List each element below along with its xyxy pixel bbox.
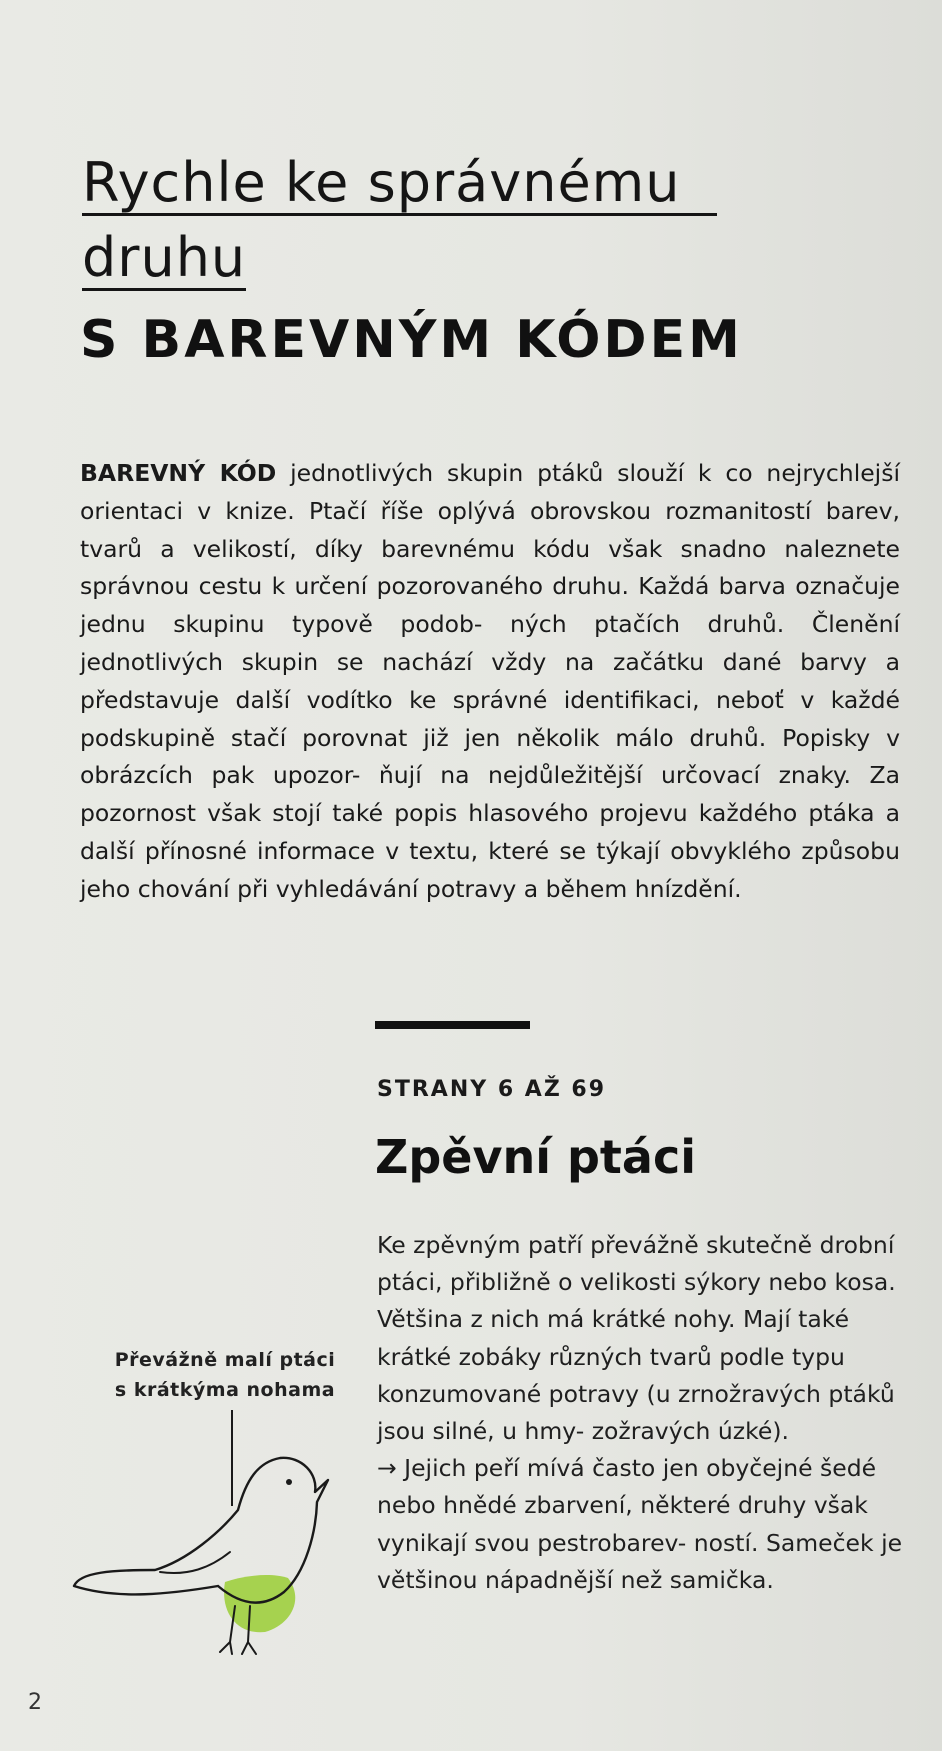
- page-subtitle: S BAREVNÝM KÓDEM: [80, 310, 743, 370]
- caption-line-2: s krátkýma nohama: [114, 1379, 336, 1401]
- intro-lead: BAREVNÝ KÓD: [80, 459, 277, 487]
- section-heading: Zpěvní ptáci: [375, 1130, 696, 1184]
- page-title: [82, 148, 862, 293]
- page-number: 2: [28, 1690, 42, 1715]
- section-page-range: STRANY 6 AŽ 69: [377, 1077, 607, 1102]
- section-divider: [375, 1021, 530, 1029]
- section-paragraph-1: Ke zpěvným patří převážně skutečně drobní ptáci, přibližně o velikosti sýkory nebo kosa. Většina z nich má krátké nohy. Mají také krátké zobáky různých tvarů podle typu konzumované potravy (u zrnožravých ptáků jsou silné, u hmy- zožravých úzké).: [377, 1231, 896, 1446]
- title-line-1: Rychle ke správnému: [82, 153, 717, 216]
- section-paragraph-2: → Jejich peří mívá často jen obyčejné šedé nebo hnědé zbarvení, některé druhy však vynikají svou pestrobarev- ností. Sameček je většinou nápadnější než samička.: [377, 1454, 903, 1594]
- songbird-outline-icon: [70, 1410, 330, 1660]
- intro-paragraph: [80, 455, 900, 909]
- section-body: [377, 1227, 907, 1599]
- title-line-2: druhu: [82, 226, 247, 289]
- caption-line-1: Převážně malí ptáci: [114, 1349, 336, 1371]
- intro-text: jednotlivých skupin ptáků slouží k co nejrychlejší orientaci v knize. Ptačí říše oplývá obrovskou rozmanitostí barev, tvarů a velikostí, díky barevnému kódu však snadno naleznete správnou cestu k určení pozorovaného druhu. Každá barva označuje jednu skupinu typově podob- ných ptačích druhů. Členění jednotlivých skupin se nachází vždy na začátku dané barvy a představuje další vodítko ke správné identifikaci, neboť v každé podskupině stačí porovnat již jen několik málo druhů. Popisky v obrázcích pak upozor- ňují na nejdůležitější určovací znaky. Za pozornost však stojí také popis hlasového projevu každého ptáka a další přínosné informace v textu, které se týkají obvyklého způsobu jeho chování při vyhledávání potravy a během hnízdění.: [80, 459, 900, 903]
- bird-caption: [100, 1345, 350, 1405]
